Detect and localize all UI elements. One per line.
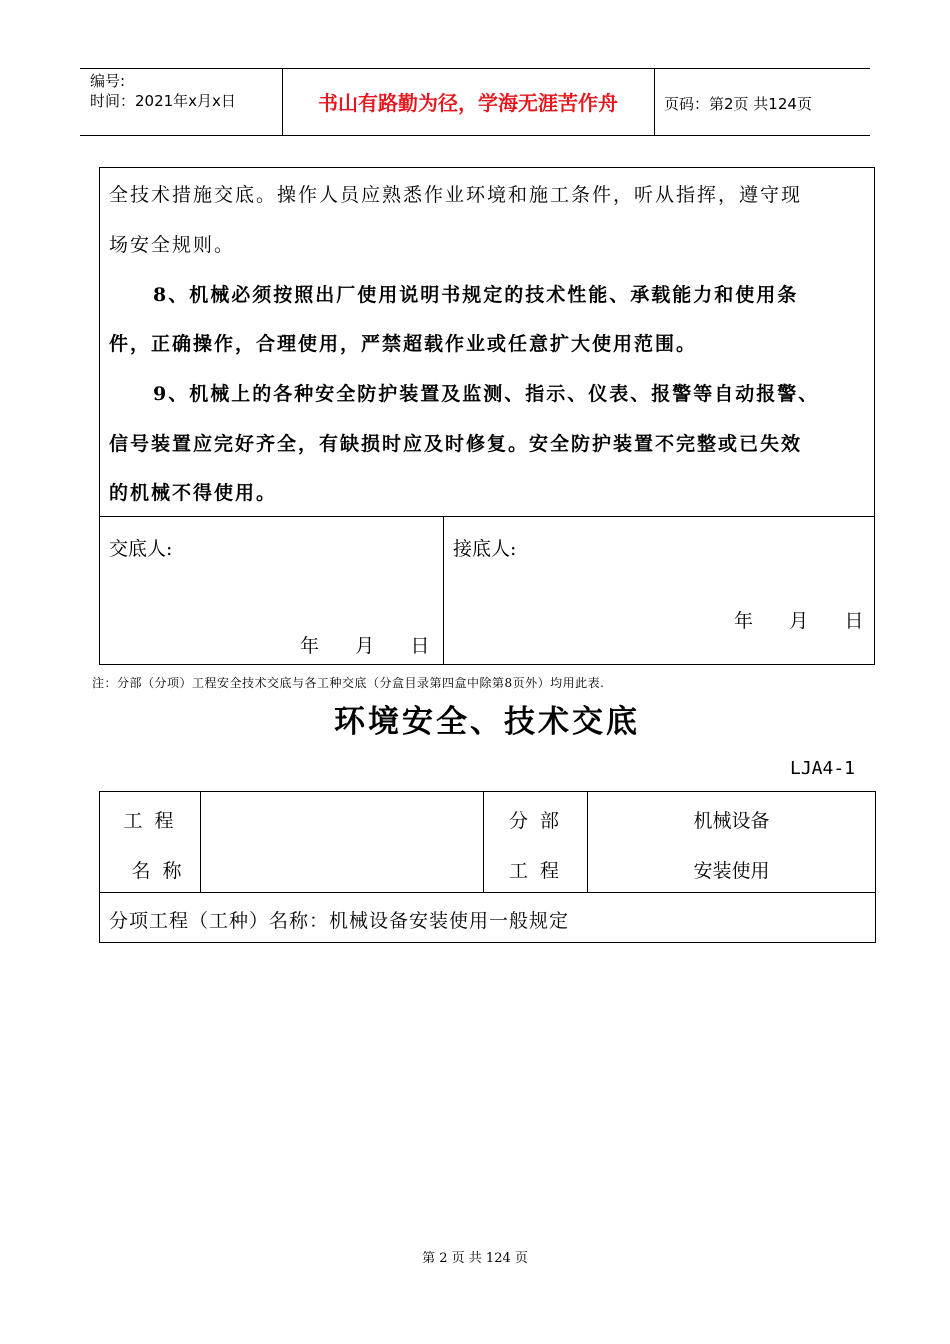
project-name-label-line-1: 工 程 [123, 810, 177, 832]
discloser-label: 交底人: [109, 538, 173, 560]
division-label-line-2: 工 程 [508, 860, 563, 882]
form-title: 环境安全、技术交底 [334, 704, 640, 740]
header-page-info: 页码：第2页 共124页 [664, 95, 812, 113]
division-value-line-2: 安装使用 [693, 860, 770, 882]
paragraph-continuation-line-1: 全技术措施交底。操作人员应熟悉作业环境和施工条件，听从指挥，遵守现 [109, 184, 803, 206]
header-top-rule [80, 68, 870, 69]
division-label-line-1: 分 部 [508, 810, 563, 832]
discloser-date: 年 月 日 [300, 635, 430, 657]
header-number-label: 编号: [90, 72, 126, 90]
item-9-line-1: 9、机械上的各种安全防护装置及监测、指示、仪表、报警等自动报警、 [153, 383, 820, 405]
division-value-line-1: 机械设备 [693, 810, 770, 832]
page-footer: 第 2 页 共 124 页 [422, 1251, 528, 1266]
header-time-label: 时间：2021年x月x日 [90, 92, 236, 110]
signature-divider [443, 516, 444, 665]
project-info-row-rule [99, 892, 876, 893]
paragraph-continuation-line-2: 场安全规则。 [109, 234, 236, 256]
header-motto: 书山有路勤为径，学海无涯苦作舟 [318, 91, 618, 115]
sub-item-name: 分项工程（工种）名称：机械设备安装使用一般规定 [109, 910, 570, 932]
receiver-date: 年 月 日 [734, 610, 864, 632]
receiver-label: 接底人: [453, 538, 517, 560]
item-9-line-2: 信号装置应完好齐全，有缺损时应及时修复。安全防护装置不完整或已失效 [109, 433, 803, 455]
form-code: LJA4-1 [790, 758, 856, 779]
item-8-line-2: 件，正确操作，合理使用，严禁超载作业或任意扩大使用范围。 [109, 333, 698, 355]
item-8-line-1: 8、机械必须按照出厂使用说明书规定的技术性能、承载能力和使用条 [153, 284, 799, 306]
item-9-line-3: 的机械不得使用。 [109, 482, 278, 504]
project-name-label-line-2: 名 称 [131, 860, 185, 882]
header-divider-right [654, 68, 655, 135]
header-bottom-rule [80, 135, 870, 136]
form-note: 注：分部（分项）工程安全技术交底与各工种交底（分盒目录第四盒中除第8页外）均用此表. [92, 676, 605, 690]
